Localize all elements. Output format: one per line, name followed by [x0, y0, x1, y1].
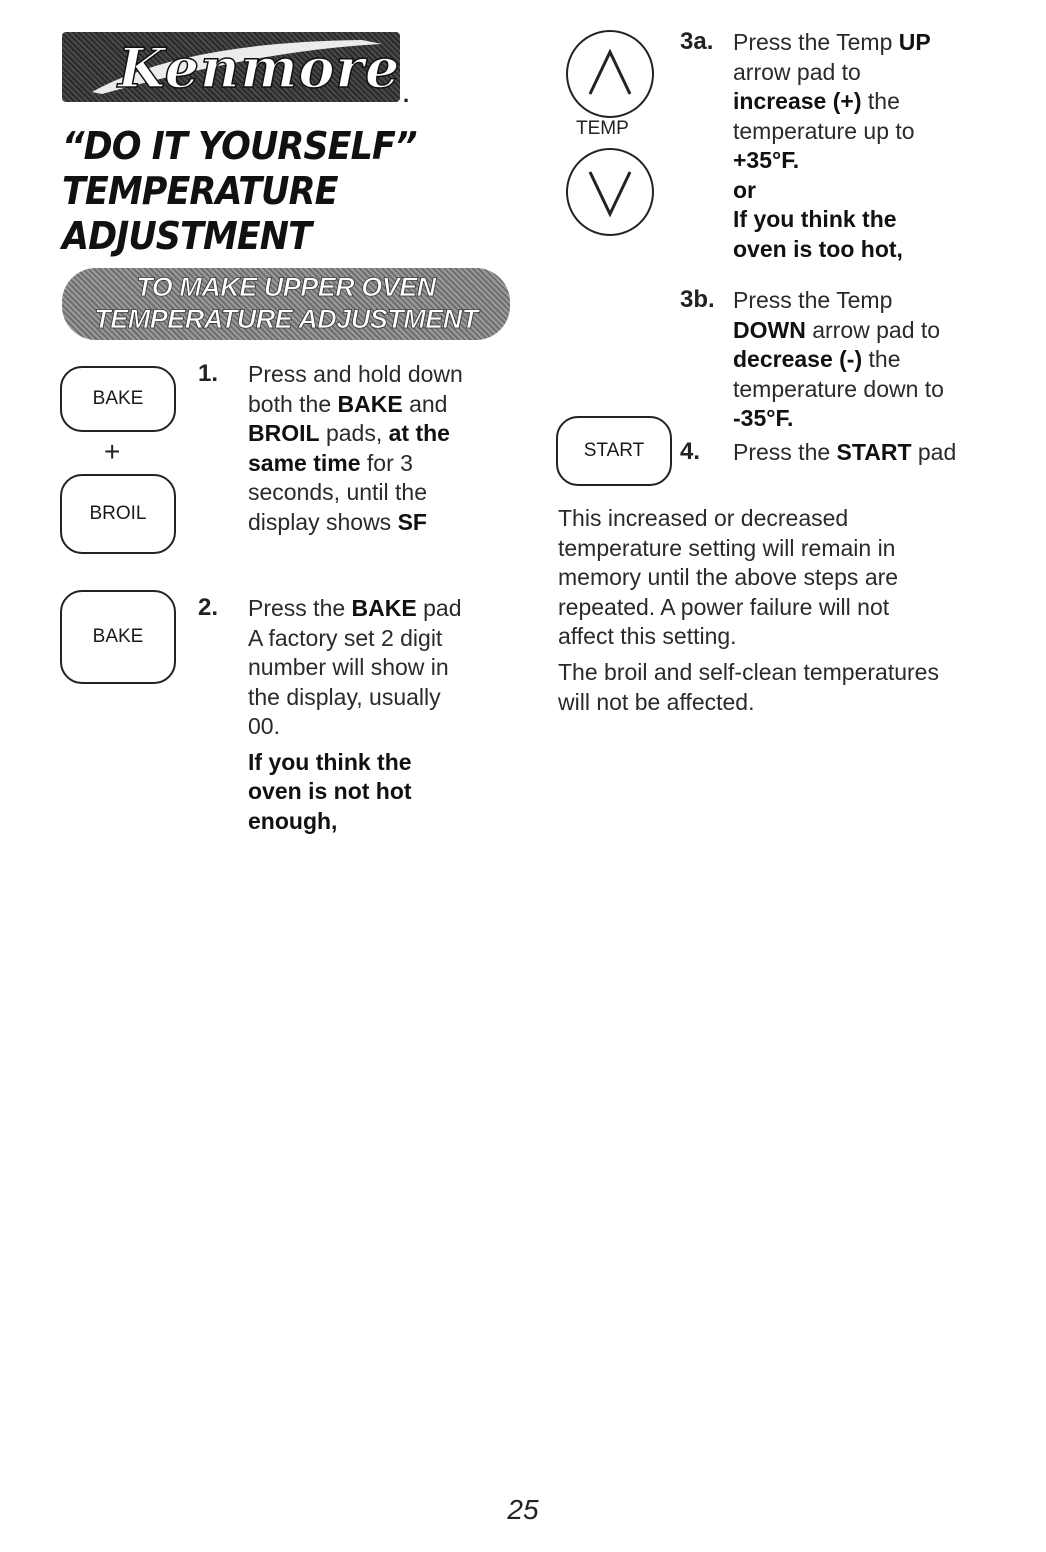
bake-pad [60, 366, 176, 432]
step-3a-line: temperature up to [733, 117, 915, 144]
temp-label: TEMP [576, 118, 629, 139]
start-pad [556, 416, 672, 486]
step-1-line: both the BAKE and [248, 390, 448, 417]
note-line: The broil and self-clean temperatures [558, 659, 939, 685]
step-3a-text [733, 28, 1023, 264]
temp-down-pad [566, 148, 654, 236]
step-3a-number: 3a. [680, 28, 714, 55]
note-line: This increased or decreased [558, 505, 849, 531]
step-2-text [248, 594, 518, 836]
step-1-line: Press and hold down [248, 361, 463, 387]
bake-pad-2-label: BAKE [92, 626, 144, 647]
step-2-line: 00. [248, 713, 280, 739]
step-3a-line: +35°F. [733, 147, 800, 173]
banner-line-1: TO MAKE UPPER OVEN [136, 272, 436, 302]
title-line-3: ADJUSTMENT [62, 214, 312, 258]
step-2-number: 2. [198, 594, 219, 621]
start-pad-label: START [583, 440, 645, 461]
plus-sign: + [104, 436, 121, 467]
step-1-line: same time for 3 [248, 449, 413, 476]
step-3a-line: arrow pad to [733, 58, 861, 85]
step-3b-number: 3b. [680, 286, 715, 313]
step-3a-line: increase (+) the [733, 88, 900, 114]
step-3a-condition: oven is too hot, [733, 235, 903, 262]
step-1-number: 1. [198, 360, 219, 387]
step-4-text [733, 438, 1033, 468]
step-2-line: A factory set 2 digit [248, 624, 443, 651]
note-line: repeated. A power failure will not [558, 593, 890, 620]
note-line: temperature setting will remain in [558, 534, 896, 561]
banner-line-2: TEMPERATURE ADJUSTMENT [94, 304, 478, 334]
title-line-1: “DO IT YOURSELF” [62, 124, 417, 168]
step-3a-condition: If you think the [733, 206, 897, 232]
logo-mark: . [403, 82, 410, 107]
step-4-line: Press the START pad [733, 439, 957, 465]
section-banner [62, 268, 510, 340]
page-title [62, 124, 482, 259]
step-2-line: Press the BAKE pad [248, 595, 462, 621]
step-2-line: number will show in [248, 654, 449, 680]
step-2-condition: enough, [248, 807, 338, 834]
step-1-text [248, 360, 518, 537]
step-2-condition: If you think the [248, 748, 412, 775]
page-number: 25 [507, 1494, 539, 1525]
step-3b-line: decrease (-) the [733, 346, 901, 372]
step-3b-line: Press the Temp [733, 287, 893, 313]
step-1-line: BROIL pads, at the [248, 420, 450, 446]
step-3b-line: temperature down to [733, 375, 944, 402]
broil-pad [60, 474, 176, 554]
kenmore-logo [62, 32, 400, 102]
step-2-condition: oven is not hot [248, 778, 412, 804]
step-2-line: the display, usually [248, 683, 441, 710]
step-3b-text [733, 286, 1023, 434]
note-paragraph-1 [558, 504, 1028, 652]
step-1-line: display shows SF [248, 508, 427, 535]
title-line-2: TEMPERATURE [62, 169, 338, 213]
bake-pad-label: BAKE [92, 388, 144, 409]
note-line: affect this setting. [558, 623, 737, 649]
note-paragraph-2 [558, 658, 1038, 717]
broil-pad-label: BROIL [89, 503, 147, 524]
logo-brand-text: Kenmore [118, 36, 400, 100]
step-3b-line: DOWN arrow pad to [733, 316, 941, 343]
step-4-number: 4. [680, 438, 701, 465]
bake-pad-2 [60, 590, 176, 684]
step-1-line: seconds, until the [248, 479, 428, 505]
temp-up-pad [566, 30, 654, 118]
note-line: memory until the above steps are [558, 564, 899, 590]
down-arrow-icon [568, 150, 652, 234]
step-3a-line: Press the Temp UP [733, 29, 931, 55]
note-line: will not be affected. [558, 688, 755, 715]
step-3b-line: -35°F. [733, 405, 794, 431]
step-3a-or: or [733, 176, 756, 203]
up-arrow-icon [568, 32, 652, 116]
